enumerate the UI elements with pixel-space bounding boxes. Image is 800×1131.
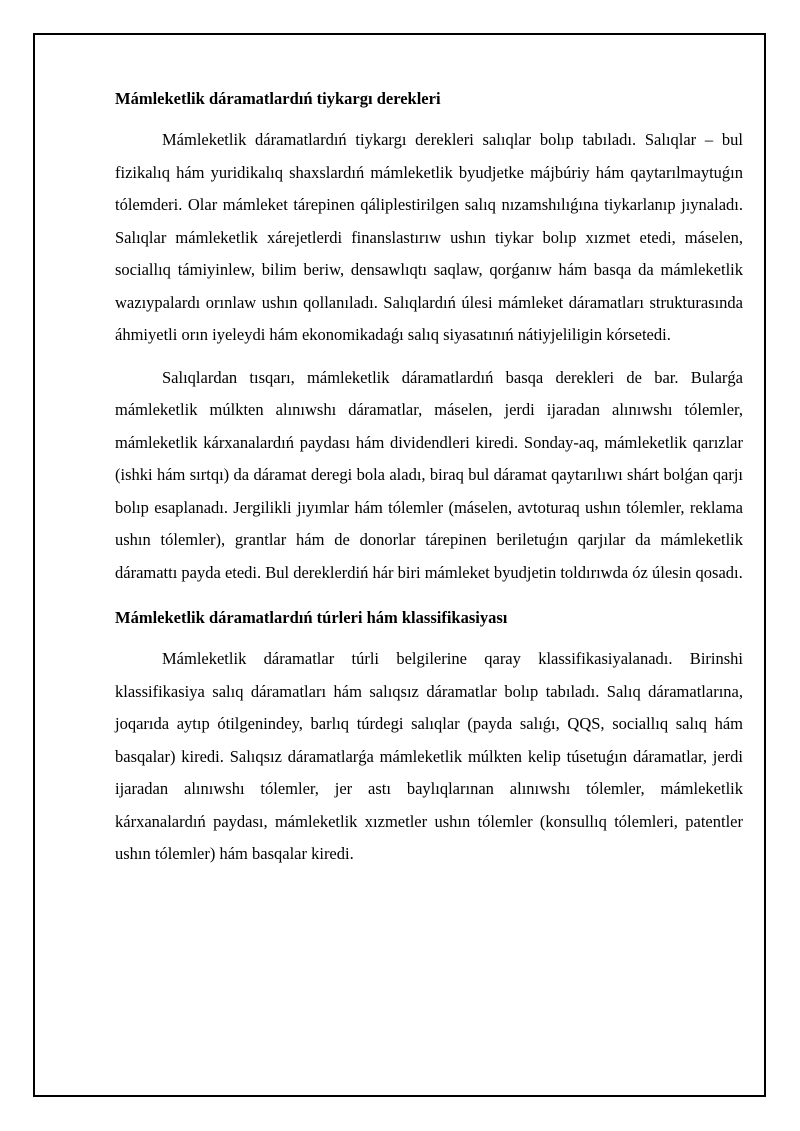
paragraph: Mámleketlik dáramatlardıń tiykargı derekleri salıqlar bolıp tabıladı. Salıqlar – bul fizikalıq hám yuridikalıq shaxslardıń mámleketlik byudjetke májbúriy hám qaytarılmaytuǵın tólemderi. Olar mámleket tárepinen qáliplestirilgen salıq nızamshılıǵına tiykarlanıp jıynaladı. Salıqlar mámleketlik xárejetlerdi finanslastırıw ushın tiykar bolıp xızmet etedi, máselen, sociallıq támiyinlew, bilim beriw, densawlıqtı saqlaw, qorǵanıw hám basqa da mámleketlik wazıypalardı orınlaw ushın qollanıladı. Salıqlardıń úlesi mámleket dáramatları strukturasında áhmiyetli orın iyeleydi hám ekonomikadaǵı salıq siyasatınıń nátiyjeliligin kórsetedi. — [115, 130, 743, 344]
section-heading: Mámleketlik dáramatlardıń tiykargı derekleri — [115, 89, 441, 108]
section-types-classification — [115, 603, 743, 871]
document-body — [115, 84, 743, 881]
section-main-sources — [115, 84, 743, 589]
section-heading: Mámleketlik dáramatlardıń túrleri hám klassifikasiyası — [115, 608, 508, 627]
paragraph: Mámleketlik dáramatlar túrli belgilerine qaray klassifikasiyalanadı. Birinshi klassifikasiya salıq dáramatları hám salıqsız dáramatlar bolıp tabıladı. Salıq dáramatlarına, joqarıda aytıp ótilgenindey, barlıq túrdegi salıqlar (payda salıǵı, QQS, sociallıq salıq hám basqalar) kiredi. Salıqsız dáramatlarǵa mámleketlik múlkten kelip túsetuǵın dáramatlar, jerdi ijaradan alınıwshı tólemler, jer astı baylıqlarınan alınıwshı tólemler, mámleketlik kárxanalardıń paydası, mámleketlik xızmetler ushın tólemler (konsullıq tólemleri, patentler ushın tólemler) hám basqalar kiredi. — [115, 649, 743, 863]
paragraph: Salıqlardan tısqarı, mámleketlik dáramatlardıń basqa derekleri de bar. Bularǵa mámleketlik múlkten alınıwshı dáramatlar, máselen, jerdi ijaradan alınıwshı tólemler, mámleketlik kárxanalardıń paydası hám dividendleri kiredi. Sonday-aq, mámleketlik qarızlar (ishki hám sırtqı) da dáramat deregi bola aladı, biraq bul dáramat qaytarılıwı shárt bolǵan qarjı bolıp esaplanadı. Jergilikli jıyımlar hám tólemler (máselen, avtoturaq ushın tólemler, reklama ushın tólemler), grantlar hám de donorlar tárepinen beriletuǵın qarjılar da mámleketlik dáramattı payda etedi. Bul dereklerdiń hár biri mámleket byudjetin toldırıwda óz úlesin qosadı. — [115, 367, 743, 582]
